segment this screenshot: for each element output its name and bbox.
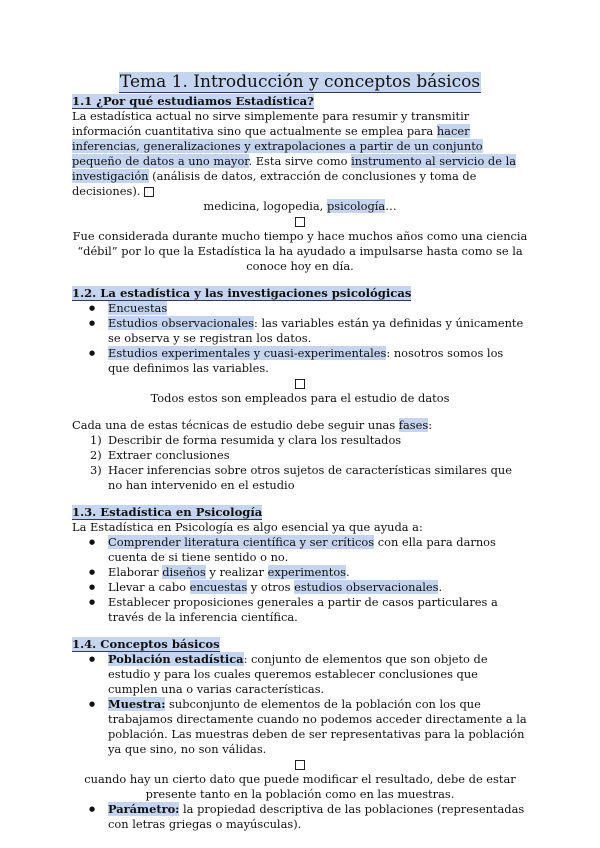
checkbox-glyph-row [72,376,528,391]
concepts-list-2 [72,802,528,832]
techniques-list [72,301,528,376]
note-representative: cuando hay un cierto dato que puede modificar el resultado, debe de estar presente tanto en la población como en las muestras. [84,772,516,801]
list-item: ● Estudios observacionales: las variables están ya definidas y únicamente se observa y se registran los datos. [72,316,528,346]
list-item: 3) Hacer inferencias sobre otros sujetos de características similares que no han intervenido en el estudio [90,463,512,492]
section-heading-1-2: 1.2. La estadística y las investigaciones psicológicas [72,286,412,300]
list-item: ● Encuestas [72,301,528,316]
checkbox-glyph-row [72,214,528,229]
note-datos: Todos estos son empleados para el estudio de datos [150,391,450,405]
list-item: ● Estudios experimentales y cuasi-experimentales: nosotros somos los que definimos las variables. [72,346,528,376]
page-title: Tema 1. Introducción y conceptos básicos [119,72,481,92]
paragraph-intro: La estadística actual no sirve simplemente para resumir y transmitir información cuantitativa sino que actualmente se emplea para hacer inferencias, generalizaciones y extrapolaciones a partir de un conjunto pequeño de datos a uno mayor. Esta sirve como instrumento al servicio de la investigación (análisis de datos, extracción de conclusiones y toma de decisiones). [72,109,517,198]
paragraph-psychology: La Estadística en Psicología es algo esencial ya que ayuda a: [72,520,423,534]
list-item: ● Población estadística: conjunto de elementos que son objeto de estudio y para los cuales queremos establecer conclusiones que cumplen una o varias características. [72,652,528,697]
list-item: 1) Describir de forma resumida y clara los resultados [90,433,402,447]
checkbox-glyph [295,760,305,770]
checkbox-glyph-row [72,757,528,772]
section-heading-1-1: 1.1 ¿Por qué estudiamos Estadística? [72,94,314,108]
document-page [72,72,528,832]
list-item: ● Establecer proposiciones generales a partir de casos particulares a través de la inferencia científica. [72,595,528,625]
paragraph-history: Fue considerada durante mucho tiempo y hace muchos años como una ciencia “débil” por lo que la Estadística la ha ayudado a impulsarse hasta como se la conoce hoy en día. [72,229,528,273]
paragraph-phases: Cada una de estas técnicas de estudio debe seguir unas fases: [72,418,433,432]
checkbox-glyph [295,217,305,227]
list-item: ● Parámetro: la propiedad descriptiva de las poblaciones (representadas con letras griegas o mayúsculas). [72,802,528,832]
psychology-list [72,535,528,625]
concepts-list [72,652,528,757]
list-item: ● Llevar a cabo encuestas y otros estudios observacionales. [72,580,528,595]
section-heading-1-4: 1.4. Conceptos básicos [72,637,220,651]
list-item: ● Elaborar diseños y realizar experimentos. [72,565,528,580]
list-item: ● Muestra: subconjunto de elementos de la población con los que trabajamos directamente cuando no podemos acceder directamente a la población. Las muestras deben de ser representativas para la población ya que sino, no son válidas. [72,697,528,757]
examples-line: medicina, logopedia, psicología… [203,199,397,213]
checkbox-glyph [295,379,305,389]
section-heading-1-3: 1.3. Estadística en Psicología [72,505,263,519]
phases-list [72,433,528,493]
list-item: 2) Extraer conclusiones [90,448,230,462]
checkbox-glyph [144,187,154,197]
list-item: ● Comprender literatura científica y ser críticos con ella para darnos cuenta de si tiene sentido o no. [72,535,528,565]
